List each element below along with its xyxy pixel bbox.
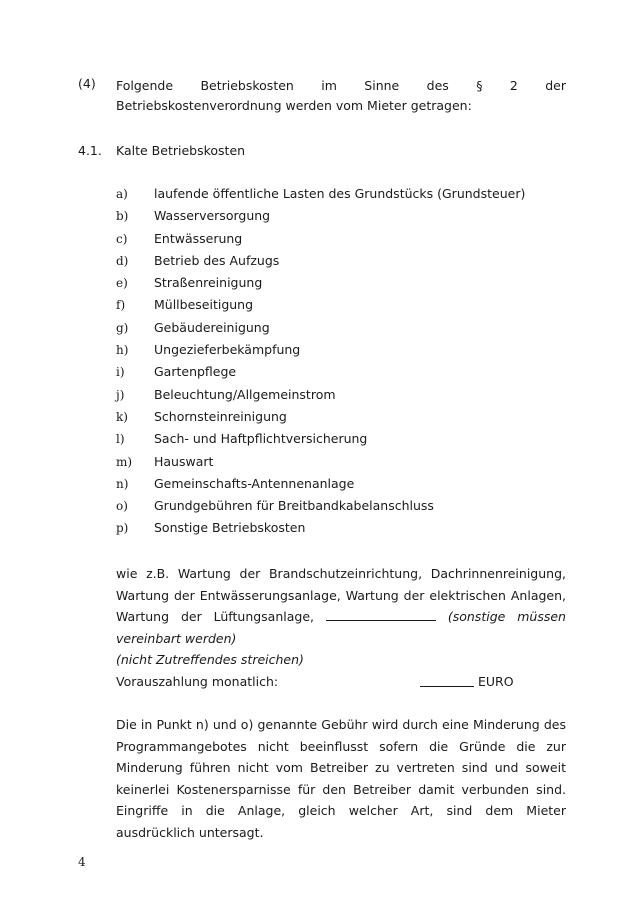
list-item-text: Sonstige Betriebskosten <box>154 520 306 536</box>
list-item-letter: g) <box>116 320 129 335</box>
examples-text: wie z.B. Wartung der Brandschutzeinrichtung, Dachrinnenreinigung, Wartung der Entwässerungsanlage, Wartung der elektrischen Anlagen, Wartung der Lüftungsanlage, <box>116 566 566 624</box>
list-item-text: Betrieb des Aufzugs <box>154 252 280 268</box>
list-item-text: Schornsteinreinigung <box>154 408 287 424</box>
list-item-letter: j) <box>116 387 125 402</box>
list-item-text: Gartenpflege <box>154 364 237 380</box>
list-item-text: Ungezieferbekämpfung <box>154 342 301 358</box>
prepayment-label: Vorauszahlung monatlich: <box>116 674 279 689</box>
list-item-text: Hauswart <box>154 453 214 469</box>
list-item-letter: m) <box>116 454 133 469</box>
currency-label: EURO <box>478 674 514 689</box>
list-item-text: laufende öffentliche Lasten des Grundstücks (Grundsteuer) <box>154 186 526 201</box>
list-item-letter: c) <box>116 231 128 246</box>
section-title: Kalte Betriebskosten <box>116 143 246 158</box>
page-number: 4 <box>78 855 86 869</box>
note-strike: (nicht Zutreffendes streichen) <box>116 652 304 667</box>
note-agreed: (sonstige müssen vereinbart werden) <box>116 609 566 646</box>
list-item-text: Wasserversorgung <box>154 208 271 224</box>
list-item-letter: p) <box>116 521 129 536</box>
list-item-text: Grundgebühren für Breitbandkabelanschluss <box>154 498 434 514</box>
section-number: 4.1. <box>78 143 102 158</box>
paragraph-number: (4) <box>78 76 96 91</box>
list-item-text: Straßenreinigung <box>154 275 263 291</box>
list-item-letter: a) <box>116 187 128 201</box>
list-item-letter: b) <box>116 209 129 224</box>
list-item-letter: o) <box>116 499 128 514</box>
amount-blank <box>420 686 474 687</box>
examples-paragraph <box>116 563 566 671</box>
list-item-letter: d) <box>116 253 129 268</box>
list-item-text: Gemeinschafts-Antennenanlage <box>154 475 355 491</box>
paragraph-text: Folgende Betriebskosten im Sinne des § 2 der Betriebskostenverordnung werden vom Mieter getragen: <box>116 78 566 113</box>
list-item-letter: l) <box>116 432 125 447</box>
list-item-letter: e) <box>116 276 128 291</box>
list-item-text: Gebäudereinigung <box>154 319 270 335</box>
list-item-letter: i) <box>116 365 125 380</box>
list-item-letter: n) <box>116 476 129 491</box>
list-item-letter: h) <box>116 343 129 358</box>
list-item-text: Müllbeseitigung <box>154 297 254 313</box>
list-item-text: Entwässerung <box>154 230 243 246</box>
fill-in-blank <box>326 609 436 621</box>
final-paragraph: Die in Punkt n) und o) genannte Gebühr wird durch eine Minderung des Programmangebotes nicht beeinflusst sofern die Gründe die zur Minderung führen nicht vom Betreiber zu vertreten sind und soweit keinerlei Kostenersparnisse für den Betreiber damit verbunden sind. Eingriffe in die Anlage, gleich welcher Art, sind dem Mieter ausdrücklich untersagt. <box>116 717 566 840</box>
list-item-text: Beleuchtung/Allgemeinstrom <box>154 386 336 402</box>
paragraph-4 <box>78 76 566 116</box>
list-item-letter: f) <box>116 298 126 313</box>
list-item-letter: k) <box>116 409 128 424</box>
list-item-text: Sach- und Haftpflichtversicherung <box>154 431 368 447</box>
